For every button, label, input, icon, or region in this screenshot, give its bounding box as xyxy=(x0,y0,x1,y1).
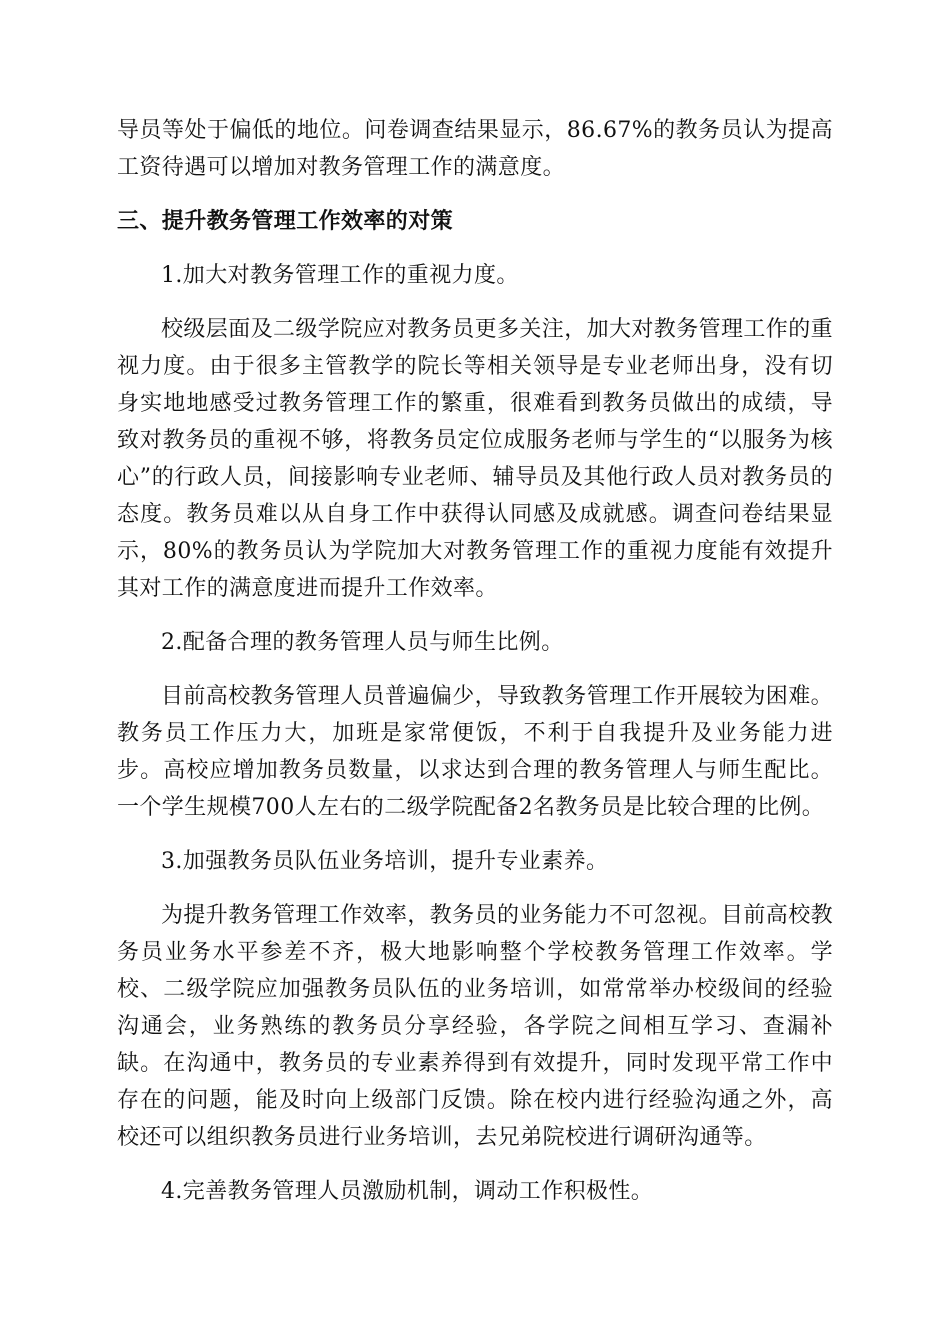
subsection-heading-2: 2.配备合理的教务管理人员与师生比例。 xyxy=(161,630,564,655)
paragraph-continuation: 导员等处于偏低的地位。问卷调查结果显示，86.67%的教务员认为提高工资待遇可以增加对教务管理工作的满意度。 xyxy=(117,118,833,180)
subsection-heading-1: 1.加大对教务管理工作的重视力度。 xyxy=(161,263,519,288)
paragraph-body-2: 目前高校教务管理人员普遍偏少，导致教务管理工作开展较为困难。教务员工作压力大，加班是家常便饭，不利于自我提升及业务能力进步。高校应增加教务员数量，以求达到合理的教务管理人与师生配比。一个学生规模700人左右的二级学院配备2名教务员是比较合理的比例。 xyxy=(117,684,834,820)
section-heading: 三、提升教务管理工作效率的对策 xyxy=(117,209,454,234)
subsection-heading-4: 4.完善教务管理人员激励机制，调动工作积极性。 xyxy=(161,1179,654,1204)
document-body xyxy=(117,112,833,1227)
paragraph-body-1: 校级层面及二级学院应对教务员更多关注，加大对教务管理工作的重视力度。由于很多主管教学的院长等相关领导是专业老师出身，没有切身实地地感受过教务管理工作的繁重，很难看到教务员做出的成绩，导致对教务员的重视不够，将教务员定位成服务老师与学生的“以服务为核心”的行政人员，间接影响专业老师、辅导员及其他行政人员对教务员的态度。教务员难以从自身工作中获得认同感及成就感。调查问卷结果显示，80%的教务员认为学院加大对教务管理工作的重视力度能有效提升其对工作的满意度进而提升工作效率。 xyxy=(117,317,834,601)
subsection-heading-3: 3.加强教务员队伍业务培训，提升专业素养。 xyxy=(161,849,609,874)
paragraph-body-3: 为提升教务管理工作效率，教务员的业务能力不可忽视。目前高校教务员业务水平参差不齐，极大地影响整个学校教务管理工作效率。学校、二级学院应加强教务员队伍的业务培训，如常常举办校级间的经验沟通会，业务熟练的教务员分享经验，各学院之间相互学习、查漏补缺。在沟通中，教务员的专业素养得到有效提升，同时发现平常工作中存在的问题，能及时向上级部门反馈。除在校内进行经验沟通之外，高校还可以组织教务员进行业务培训，去兄弟院校进行调研沟通等。 xyxy=(117,903,834,1150)
